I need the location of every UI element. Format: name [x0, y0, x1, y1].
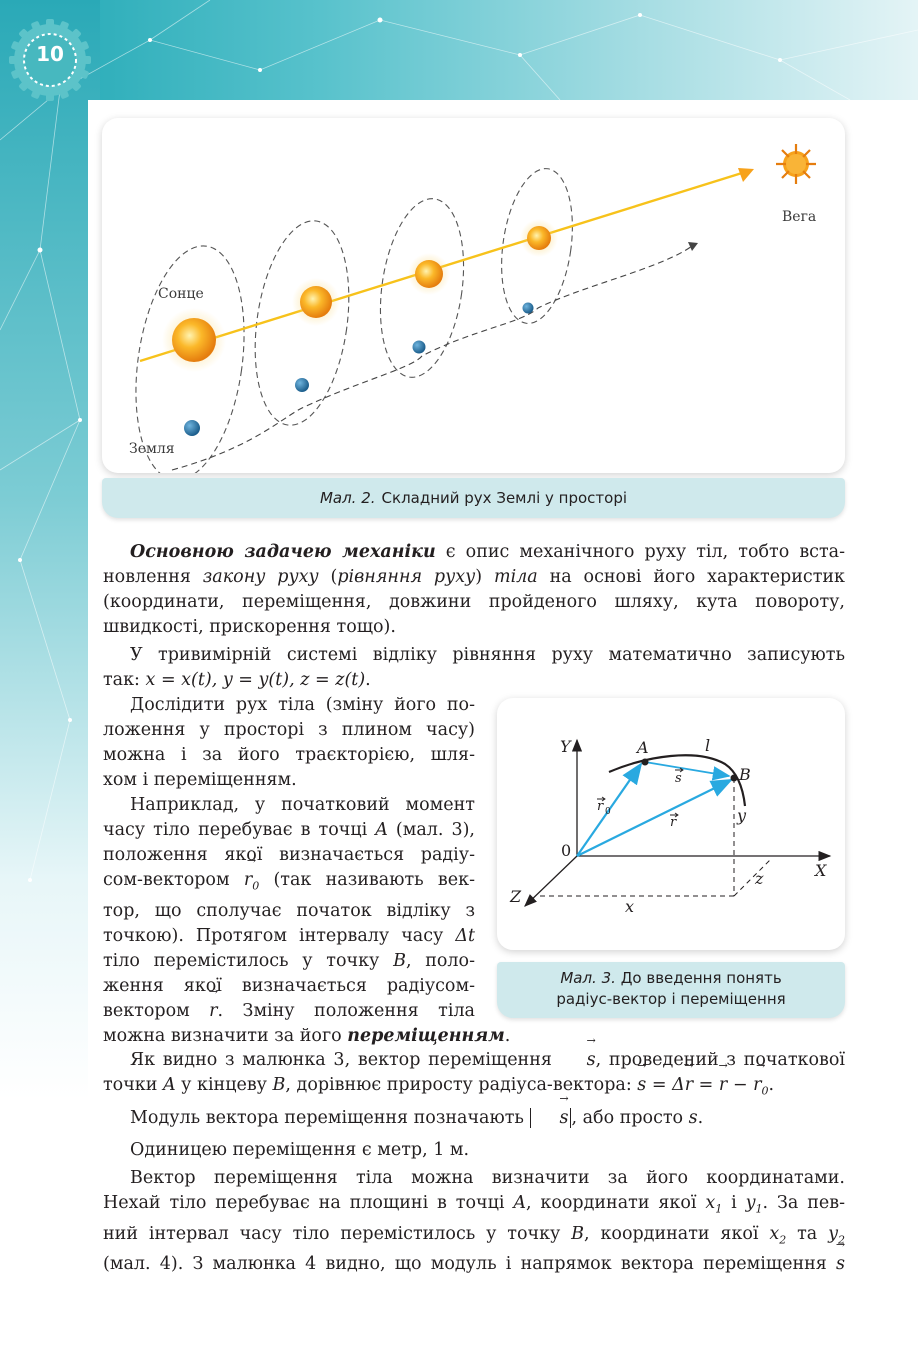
text-line — [103, 1024, 511, 1049]
text-span: і — [722, 1193, 746, 1213]
text-line: У тривимірній системі відліку рівняння руху математично записують — [130, 645, 845, 665]
figure-2-caption-label: Мал. 2. — [319, 489, 376, 507]
earth-motion-illustration — [102, 118, 845, 473]
paragraph-main-task — [103, 540, 845, 640]
text-line: хом і переміщенням. — [103, 770, 297, 790]
point-label: B — [393, 950, 406, 971]
paragraph-unit — [103, 1138, 845, 1163]
r-label: r — [670, 815, 677, 830]
text-span: та — [786, 1223, 829, 1244]
paragraph-modulus — [103, 1106, 845, 1131]
vector-r0 — [753, 1073, 768, 1104]
text-line — [103, 818, 475, 843]
text-span: Нехай тіло перебуває на площині в точці — [103, 1193, 514, 1213]
figure-2-caption-text: Складний рух Землі у просторі — [381, 489, 628, 507]
text-span: ) — [475, 567, 494, 587]
figure-3-caption-line1 — [497, 968, 845, 989]
text-span: (так називають век- — [259, 870, 475, 890]
figure-3 — [497, 698, 845, 950]
y-coordinate-label: y — [737, 806, 747, 825]
vector-symbol: r — [753, 1075, 762, 1095]
path-length-label: l — [705, 736, 711, 755]
point-label: B — [272, 1075, 286, 1095]
text-span: у кінцеву — [175, 1075, 273, 1095]
text-line — [103, 949, 475, 974]
point-a-marker — [642, 759, 649, 766]
vector-r: → r — [209, 999, 217, 1024]
text-span: ( — [318, 567, 338, 587]
vega-star-icon — [776, 144, 816, 184]
term-equation-of-motion: рівняння руху — [337, 567, 476, 587]
point-label: A — [375, 820, 388, 840]
paragraph-displacement-vector — [103, 1048, 845, 1104]
text-line — [103, 1073, 845, 1104]
text-line — [103, 1191, 845, 1222]
point-label: A — [162, 1075, 176, 1095]
point-b-label: B — [739, 765, 751, 784]
text-line: ження якої визначається радіусом- — [103, 975, 475, 996]
term-mechanics-task: Основною задачею механіки — [130, 542, 436, 562]
vector-s: → s — [836, 1252, 845, 1277]
text-line — [103, 668, 845, 693]
text-line — [103, 924, 475, 949]
coord-y2: $y_2$ — [828, 1223, 845, 1246]
text-line — [103, 868, 475, 899]
text-line: Вектор переміщення тіла можна визначити за його координатами. — [130, 1168, 845, 1188]
text-span: (мал. 3), — [387, 820, 475, 840]
text-span: . За пев- — [762, 1193, 845, 1213]
paragraph-trajectory — [103, 693, 475, 793]
text-span: сом-вектором — [103, 870, 244, 890]
text-span: вектором — [103, 1000, 210, 1021]
vector-s: → s — [637, 1073, 646, 1098]
page-number: 10 — [36, 42, 64, 66]
text-span: новлення — [103, 567, 203, 587]
z-coordinate-label: z — [755, 869, 764, 888]
text-line — [103, 565, 845, 590]
displacement-formula: → s = Δ→ r = → r − → $r_0$ — [637, 1075, 768, 1095]
axis-y-label: Y — [560, 737, 571, 756]
text-line — [103, 1106, 845, 1131]
term-displacement: переміщенням — [347, 1025, 505, 1046]
text-line: положення якої визначається радіу- — [103, 845, 475, 865]
point-b-marker — [731, 775, 738, 782]
text-span: є опис механічного руху тіл, тобто вста- — [435, 542, 845, 562]
text-span: ний інтервал часу тіло перемістилось у точку — [103, 1223, 572, 1244]
coord-x2: $x_2$ — [769, 1223, 787, 1246]
text-span: на основі його характеристик — [537, 567, 845, 587]
scalar-s: s — [688, 1108, 698, 1128]
earth-icon — [184, 420, 200, 436]
sun-label: Сонце — [158, 286, 204, 302]
text-span: , або просто — [571, 1108, 689, 1128]
text-line: Одиницею переміщення є метр, 1 м. — [130, 1140, 470, 1160]
origin-label: 0 — [561, 841, 572, 860]
term-body: тіла — [493, 567, 538, 587]
point-label: B — [571, 1223, 585, 1244]
text-line: швидкості, прискорення тощо). — [103, 617, 396, 637]
earth-label: Земля — [129, 441, 175, 457]
vector-r0 — [244, 868, 259, 899]
x-coordinate-label: x — [625, 897, 635, 916]
text-span: . — [697, 1108, 704, 1128]
text-span: , координати якої — [584, 1223, 770, 1244]
text-span: , координати якої — [525, 1193, 706, 1213]
sun-icon — [172, 318, 216, 362]
delta-t: Δt — [455, 925, 475, 946]
axis-z-label: Z — [510, 887, 522, 906]
text-line — [103, 540, 845, 565]
text-line: ложення у просторі з плином часу) — [103, 720, 475, 740]
text-span: , дорівнює приросту радіуса-вектора: — [285, 1075, 638, 1095]
figure-3-caption-label: Мал. 3. — [560, 969, 616, 987]
coord-x1: $x_1$ — [705, 1193, 723, 1216]
vector-subscript: 0 — [761, 1084, 769, 1098]
text-line: Наприклад, у початковий момент — [130, 795, 475, 815]
figure-3-caption — [497, 962, 845, 1018]
vega-label: Вега — [782, 209, 817, 225]
text-line — [103, 1048, 845, 1073]
paragraph-coordinates — [103, 1166, 845, 1277]
coord-y1: $y_1$ — [745, 1193, 763, 1216]
paragraph-equations — [103, 643, 845, 693]
vector-s: → s — [560, 1048, 596, 1073]
text-line: Дослідити рух тіла (зміну його по- — [130, 695, 475, 715]
text-line: тор, що сполучає початок відліку з — [103, 900, 475, 921]
text-line — [103, 1252, 845, 1277]
text-span: . — [365, 670, 371, 690]
displacement-label: s — [675, 771, 682, 786]
text-line — [103, 999, 475, 1024]
text-line — [103, 1222, 845, 1253]
vector-subscript: 0 — [252, 879, 260, 893]
figure-3-caption-text: До введення понять — [620, 969, 782, 987]
point-a-label: A — [637, 738, 649, 757]
text-line: (координати, переміщення, довжини пройденого шляху, кута повороту, — [103, 592, 845, 612]
text-line: можна і за його траєкторією, шля- — [103, 745, 475, 765]
figure-2-caption — [102, 478, 845, 518]
vector-r: → r — [719, 1073, 727, 1098]
text-span: так: — [103, 670, 146, 690]
text-span: . — [768, 1075, 775, 1095]
text-span: точки — [103, 1075, 163, 1095]
text-span: тіло перемістилось у точку — [103, 950, 394, 971]
axis-x-label: X — [815, 861, 827, 880]
vector-s: → s — [533, 1106, 569, 1131]
text-span: , проведений з початкової — [595, 1050, 845, 1070]
r0-subscript: 0 — [605, 807, 611, 817]
figure-3-caption-line2: радіус-вектор і переміщення — [556, 990, 786, 1008]
text-span: Модуль вектора переміщення позначають — [130, 1108, 530, 1128]
vector-r: → r — [685, 1073, 693, 1098]
r0-label: r — [597, 799, 604, 814]
text-span: часу тіло перебуває в точці — [103, 820, 376, 840]
text-span: , поло- — [405, 950, 475, 971]
text-span: (мал. 4). З малюнка 4 видно, що модуль і напрямок вектора переміщення — [103, 1254, 837, 1274]
vector-symbol: r — [243, 870, 253, 890]
text-span: . Зміну положення тіла — [217, 1000, 475, 1021]
point-label: A — [513, 1193, 526, 1213]
radius-vector-diagram — [497, 698, 845, 950]
modulus-s — [530, 1108, 572, 1128]
paragraph-example — [103, 793, 511, 1049]
text-span: . — [504, 1025, 511, 1046]
text-span: точкою). Протягом інтервалу часу — [103, 925, 456, 946]
text-span: Як видно з малюнка 3, вектор переміщення — [130, 1050, 560, 1070]
figure-2 — [102, 118, 845, 473]
motion-equations: x = x(t), y = y(t), z = z(t) — [145, 670, 366, 690]
text-span: можна визначити за його — [103, 1025, 348, 1046]
term-law-of-motion: закону руху — [202, 567, 319, 587]
